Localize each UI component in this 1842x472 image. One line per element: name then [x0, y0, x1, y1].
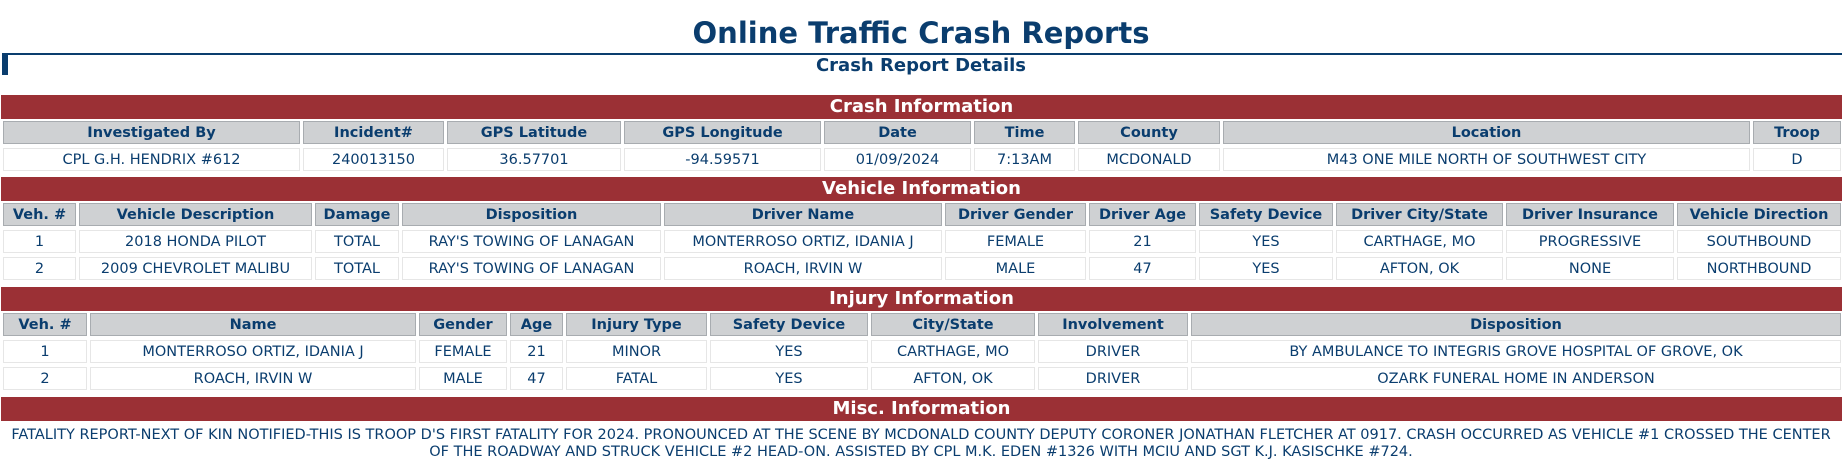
- table-row: [1, 228, 1842, 255]
- crash-table-header-row: [1, 119, 1842, 146]
- cell-veh-number: 1: [3, 230, 76, 253]
- cell-veh-number: 2: [3, 257, 76, 280]
- cell-involvement: DRIVER: [1038, 340, 1188, 363]
- cell-county: MCDONALD: [1078, 148, 1220, 171]
- page-title: Online Traffic Crash Reports: [692, 16, 1150, 50]
- cell-gps-longitude: -94.59571: [624, 148, 821, 171]
- cell-disposition: OZARK FUNERAL HOME IN ANDERSON: [1191, 367, 1841, 390]
- column-header-disposition: Disposition: [402, 203, 661, 226]
- column-header-vehicle-description: Vehicle Description: [79, 203, 312, 226]
- cell-driver-insurance: PROGRESSIVE: [1506, 230, 1674, 253]
- cell-location: M43 ONE MILE NORTH OF SOUTHWEST CITY: [1223, 148, 1750, 171]
- column-header-city-state: City/State: [871, 313, 1035, 336]
- table-row: [1, 146, 1842, 173]
- column-header-involvement: Involvement: [1038, 313, 1188, 336]
- cell-city-state: CARTHAGE, MO: [871, 340, 1035, 363]
- cell-veh-number: 2: [3, 367, 87, 390]
- cell-driver-city-state: AFTON, OK: [1336, 257, 1503, 280]
- crash-information-header: Crash Information: [1, 95, 1842, 119]
- vehicle-table-header-row: [1, 201, 1842, 228]
- cell-safety-device: YES: [710, 367, 868, 390]
- injury-table-header-row: [1, 311, 1842, 338]
- cell-incident: 240013150: [303, 148, 444, 171]
- cell-disposition: BY AMBULANCE TO INTEGRIS GROVE HOSPITAL OF GROVE, OK: [1191, 340, 1841, 363]
- cell-vehicle-description: 2009 CHEVROLET MALIBU: [79, 257, 312, 280]
- cell-name: ROACH, IRVIN W: [90, 367, 416, 390]
- cell-troop: D: [1753, 148, 1841, 171]
- table-row: [1, 255, 1842, 282]
- column-header-gps-longitude: GPS Longitude: [624, 121, 821, 144]
- column-header-location: Location: [1223, 121, 1750, 144]
- cell-safety-device: YES: [710, 340, 868, 363]
- cell-driver-city-state: CARTHAGE, MO: [1336, 230, 1503, 253]
- column-header-safety-device: Safety Device: [1199, 203, 1333, 226]
- cell-time: 7:13AM: [974, 148, 1075, 171]
- cell-damage: TOTAL: [315, 257, 399, 280]
- cell-driver-gender: MALE: [945, 257, 1086, 280]
- injury-information-header: Injury Information: [1, 287, 1842, 311]
- cell-age: 21: [510, 340, 563, 363]
- cell-age: 47: [510, 367, 563, 390]
- column-header-driver-name: Driver Name: [664, 203, 942, 226]
- column-header-time: Time: [974, 121, 1075, 144]
- cell-involvement: DRIVER: [1038, 367, 1188, 390]
- cell-date: 01/09/2024: [824, 148, 971, 171]
- cell-veh-number: 1: [3, 340, 87, 363]
- page-subtitle: Crash Report Details: [815, 55, 1027, 76]
- vehicle-information-header: Vehicle Information: [1, 177, 1842, 201]
- column-header-age: Age: [510, 313, 563, 336]
- table-row: [1, 338, 1842, 365]
- column-header-driver-insurance: Driver Insurance: [1506, 203, 1674, 226]
- cell-gender: MALE: [419, 367, 507, 390]
- cell-gender: FEMALE: [419, 340, 507, 363]
- cell-driver-age: 47: [1089, 257, 1196, 280]
- column-header-county: County: [1078, 121, 1220, 144]
- column-header-injury-type: Injury Type: [566, 313, 707, 336]
- cell-damage: TOTAL: [315, 230, 399, 253]
- cell-injury-type: FATAL: [566, 367, 707, 390]
- cell-vehicle-direction: NORTHBOUND: [1677, 257, 1841, 280]
- cell-driver-age: 21: [1089, 230, 1196, 253]
- cell-investigated-by: CPL G.H. HENDRIX #612: [3, 148, 300, 171]
- cell-gps-latitude: 36.57701: [447, 148, 621, 171]
- cell-safety-device: YES: [1199, 257, 1333, 280]
- table-row: [1, 365, 1842, 392]
- cell-disposition: RAY'S TOWING OF LANAGAN: [402, 230, 661, 253]
- misc-information-header: Misc. Information: [1, 397, 1842, 421]
- column-header-disposition: Disposition: [1191, 313, 1841, 336]
- misc-information-text: FATALITY REPORT-NEXT OF KIN NOTIFIED-THIS IS TROOP D'S FIRST FATALITY FOR 2024. PRONOUNCED AT THE SCENE BY MCDONALD COUNTY DEPUTY CORONER JONATHAN FLETCHER AT 0917. CRASH OCCURRED AS VEHICLE #1 CROSSED THE CENTER OF THE ROADWAY AND STRUCK VEHICLE #2 HEAD-ON. ASSISTED BY CPL M.K. EDEN #1326 WITH MCIU AND SGT K.J. KASISCHKE #724.: [11, 427, 1831, 460]
- column-header-driver-city-state: Driver City/State: [1336, 203, 1503, 226]
- cell-vehicle-direction: SOUTHBOUND: [1677, 230, 1841, 253]
- cell-driver-insurance: NONE: [1506, 257, 1674, 280]
- column-header-date: Date: [824, 121, 971, 144]
- column-header-investigated-by: Investigated By: [3, 121, 300, 144]
- column-header-troop: Troop: [1753, 121, 1841, 144]
- column-header-veh-number: Veh. #: [3, 203, 76, 226]
- cell-driver-gender: FEMALE: [945, 230, 1086, 253]
- column-header-driver-gender: Driver Gender: [945, 203, 1086, 226]
- cell-driver-name: MONTERROSO ORTIZ, IDANIA J: [664, 230, 942, 253]
- column-header-safety-device: Safety Device: [710, 313, 868, 336]
- column-header-vehicle-direction: Vehicle Direction: [1677, 203, 1841, 226]
- cell-disposition: RAY'S TOWING OF LANAGAN: [402, 257, 661, 280]
- cell-driver-name: ROACH, IRVIN W: [664, 257, 942, 280]
- column-header-name: Name: [90, 313, 416, 336]
- cell-name: MONTERROSO ORTIZ, IDANIA J: [90, 340, 416, 363]
- cell-safety-device: YES: [1199, 230, 1333, 253]
- column-header-driver-age: Driver Age: [1089, 203, 1196, 226]
- column-header-gender: Gender: [419, 313, 507, 336]
- cell-vehicle-description: 2018 HONDA PILOT: [79, 230, 312, 253]
- cell-injury-type: MINOR: [566, 340, 707, 363]
- cell-city-state: AFTON, OK: [871, 367, 1035, 390]
- column-header-veh-number: Veh. #: [3, 313, 87, 336]
- column-header-incident: Incident#: [303, 121, 444, 144]
- column-header-damage: Damage: [315, 203, 399, 226]
- column-header-gps-latitude: GPS Latitude: [447, 121, 621, 144]
